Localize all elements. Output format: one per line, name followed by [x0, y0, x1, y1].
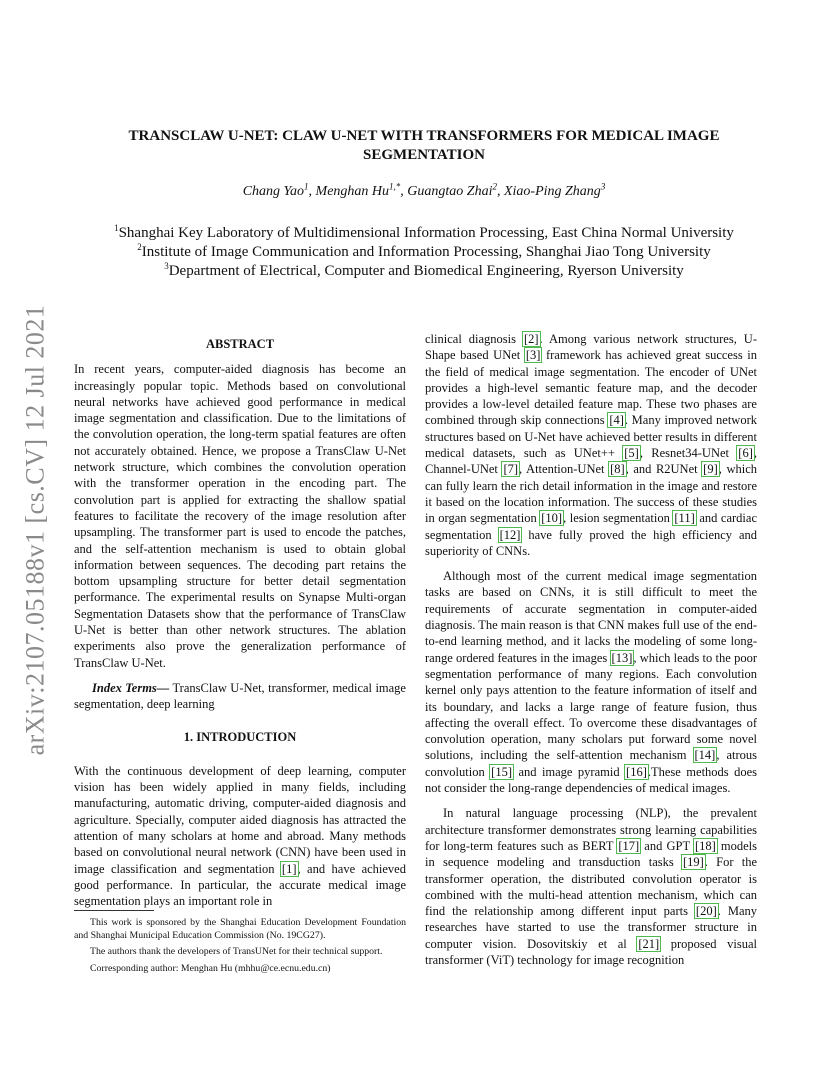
- index-terms-text: TransClaw U-Net, transformer, medical image segmentation, deep learning: [74, 680, 406, 712]
- author-list: Chang Yao$^1$, Menghan $Hu^{1,*}$, Guangtao Zhai$^2$, Xiao-Ping Zhang$^3$: [242, 181, 606, 199]
- index-terms-label: Index Terms—: [92, 680, 170, 695]
- citation-link[interactable]: [9]: [703, 462, 718, 477]
- citation-link[interactable]: [8]: [610, 462, 625, 477]
- citation-link[interactable]: [7]: [503, 462, 519, 477]
- citation-link[interactable]: [3]: [525, 348, 541, 363]
- footnote-rule: [74, 910, 154, 911]
- affiliation-mark: 1: [114, 223, 119, 233]
- author-name: Guangtao Zhai: [407, 184, 493, 199]
- footnote-funding: This work is sponsored by the Shanghai Education Development Foundation and Shanghai Municipal Education Commission (No. 19CG27).: [74, 917, 406, 941]
- footnote-acknowledgement: The authors thank the developers of TransUNet for their technical support.: [90, 946, 383, 957]
- footnotes: [74, 910, 406, 979]
- intro-paragraph-2: clinical diagnosis [2]. Among various network structures, U-Shape based UNet [3] framework has achieved great success in the field of medical image segmentation. The encoder of UNet provides a high-level semantic feature map, and the decoder provides a low-level detailed feature map. These two phases are combined through skip connections [4]. Many improved network structures based on U-Net have achieved better results in different medical datasets, such as UNet++ [5], Resnet34-UNet [6], Channel-UNet [7], Attention-UNet [8], and R2UNet [9], which can fully learn the rich detail information in the image and restore it based on the location information. The success of these studies in organ segmentation [10], lesion segmentation [11] and cardiac segmentation [12] have fully proved the high efficiency and superiority of CNNs.: [425, 332, 757, 558]
- intro-paragraph-4: In natural language processing (NLP), the prevalent architecture transformer demonstrates strong learning capabilities for long-term features such as BERT [17] and GPT [18] models in sequence modeling and transduction tasks [19]. For the transformer operation, the distributed convolution operator is combined with the multi-head attention mechanism, which can find the relationship among different input parts [20]. Many researches have started to use the transformer structure in computer vision. Dosovitskiy et al [21] proposed visual transformer (ViT) technology for image recognition: [425, 806, 758, 967]
- paper-title: [80, 127, 768, 165]
- affiliation-text: Shanghai Key Laboratory of Multidimensional Information Processing, East China Normal University: [118, 225, 734, 241]
- abstract-heading: ABSTRACT: [205, 337, 275, 351]
- citation-link[interactable]: [12]: [499, 527, 521, 542]
- citation-link[interactable]: [4]: [609, 413, 624, 428]
- left-column: [74, 336, 406, 910]
- citation-link[interactable]: [14]: [694, 748, 716, 763]
- affiliation-mark: 3: [164, 261, 169, 271]
- arxiv-identifier-stamp: [10, 300, 60, 760]
- right-column: [425, 331, 757, 968]
- title-line-1: TRANSCLAW U-NET: CLAW U-NET WITH TRANSFORMERS FOR MEDICAL IMAGE: [128, 128, 720, 144]
- author-name: Xiao-Ping Zhang: [503, 184, 601, 199]
- citation-link[interactable]: [6]: [738, 446, 753, 461]
- citation-link[interactable]: [18]: [694, 838, 716, 853]
- citation-link[interactable]: [20]: [695, 904, 717, 919]
- abstract-text: In recent years, computer-aided diagnosis has become an increasingly popular topic. Methods based on convolutional neural networks have achieved good performance in medical image segmentation and classification. Due to the limitations of the convolution operation, the long-term spatial features are often not accurately obtained. Hence, we propose a TransClaw U-Net network structure, which combines the convolution operation with the transformer operation in the encoding part. The convolution part is applied for extracting the shallow spatial features to facilitate the recovery of the image resolution after upsampling. The transformer part is used to encode the patches, and the self-attention mechanism is used to obtain global information between sequences. The decoding part retains the bottom upsampling structure for better detail segmentation performance. The experimental results on Synapse Multi-organ Segmentation Datasets show that the performance of TransClaw U-Net is better than other network structures. The ablation experiments also prove the generalization performance of TransClaw U-Net.: [74, 362, 406, 670]
- citation-link[interactable]: [13]: [611, 650, 633, 665]
- affiliation-text: Institute of Image Communication and Information Processing, Shanghai Jiao Tong University: [141, 244, 711, 260]
- author-name: Chang Yao: [242, 184, 305, 199]
- arxiv-identifier-text: arXiv:2107.05188v1 [cs.CV] 12 Jul 2021: [20, 304, 50, 756]
- author-affiliation-mark: 2: [492, 181, 497, 192]
- citation-link[interactable]: [11]: [674, 511, 695, 526]
- author-affiliation-mark: 1: [304, 181, 309, 192]
- citation-link[interactable]: [15]: [491, 764, 512, 779]
- citation-link[interactable]: [1]: [281, 861, 297, 876]
- affiliation-text: Department of Electrical, Computer and Biomedical Engineering, Ryerson University: [168, 263, 684, 279]
- citation-link[interactable]: [21]: [638, 936, 660, 951]
- title-line-2: SEGMENTATION: [363, 147, 485, 163]
- author-affiliation-mark: 1,*: [389, 181, 401, 192]
- intro-paragraph-3: Although most of the current medical image segmentation tasks are based on CNNs, it is still difficult to meet the requirements of accurate segmentation in computer-aided diagnosis. The main reason is that CNN makes full use of the end-to-end learning method, and it lacks the modeling of some long-range ordered features in the images [13], which leads to the poor segmentation performance of many regions. Each convolution kernel only pays attention to the feature information of itself and its boundary, and lacks a large range of feature fusion, thus affecting the overall effect. To overcome these disadvantages of convolution operation, many scholars put forward some novel solutions, including the self-attention mechanism [14], atrous convolution [15] and image pyramid [16].These methods does not consider the long-range dependencies of medical images.: [425, 569, 758, 796]
- affiliation-list: [80, 224, 768, 281]
- index-terms: [74, 680, 406, 713]
- affiliation-line: [80, 262, 768, 281]
- citation-link[interactable]: [16]: [626, 764, 647, 779]
- author-name: Menghan Hu: [315, 184, 390, 199]
- citation-link[interactable]: [2]: [523, 332, 539, 346]
- affiliation-line: [80, 243, 768, 262]
- intro-paragraph-1: With the continuous development of deep learning, computer vision has been widely applied in many fields, including manufacturing, automatic driving, computer-aided diagnosis and agriculture. Specially, computer aided diagnosis has attracted the attention of many scholars at home and abroad. Many methods based on convolutional neural network (CNN) have been used in image classification and segmentation [1], and have achieved good performance. In particular, the accurate medical image segmentation plays an important role in: [74, 763, 406, 909]
- citation-link[interactable]: [19]: [682, 855, 704, 870]
- footnote-corresponding-author: Corresponding author: Menghan Hu (mhhu@ce.ecnu.edu.cn): [90, 962, 331, 974]
- affiliation-mark: 2: [137, 242, 142, 252]
- citation-link[interactable]: [17]: [618, 838, 640, 853]
- citation-link[interactable]: [10]: [541, 511, 563, 526]
- affiliation-line: [80, 224, 768, 243]
- citation-link[interactable]: [5]: [624, 446, 639, 461]
- author-affiliation-mark: 3: [600, 181, 606, 192]
- introduction-heading: 1. INTRODUCTION: [183, 729, 297, 744]
